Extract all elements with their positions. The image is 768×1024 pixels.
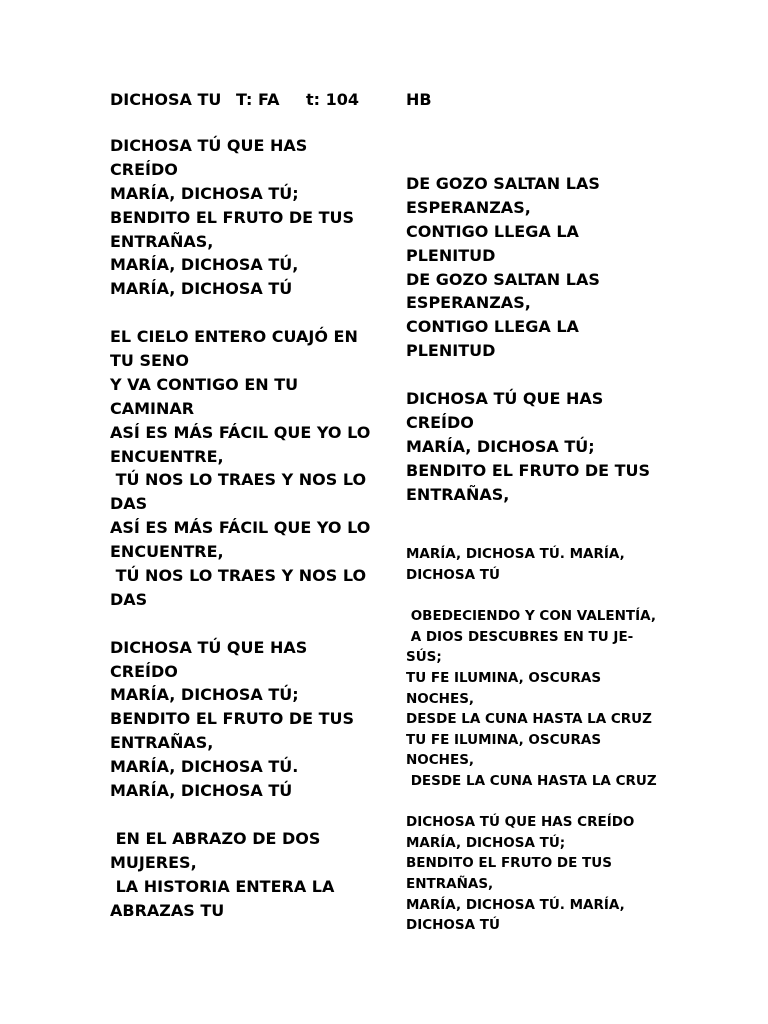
lyric-left-line: DICHOSA TÚ QUE HAS — [110, 637, 308, 657]
song-title: DICHOSA TU — [110, 90, 222, 109]
lyric-left-line: MUJERES, — [110, 852, 197, 872]
lyric-left-line: MARÍA, DICHOSA TÚ — [110, 279, 293, 299]
lyrics-right-column — [406, 134, 696, 974]
lyric-right-small-line: DESDE LA CUNA HASTA LA CRUZ — [406, 773, 657, 789]
stanza-break — [406, 792, 696, 813]
lyric-left-line: TÚ NOS LO TRAES Y NOS LO — [110, 566, 367, 586]
stanza-break — [110, 301, 400, 325]
song-tempo: t: 104 — [306, 90, 360, 109]
lyric-right-line: BENDITO EL FRUTO DE TUS — [406, 460, 651, 480]
lyric-right-small-line: TU FE ILUMINA, OSCURAS — [406, 731, 602, 748]
lyric-right-small-line: MARÍA, DICHOSA TÚ. MARÍA, — [406, 546, 625, 563]
lyric-left-line: ENTRAÑAS, — [110, 231, 214, 251]
lyric-right-line: ESPERANZAS, — [406, 293, 531, 313]
lyric-left-line: DAS — [110, 494, 148, 514]
lyric-left-line: CREÍDO — [110, 159, 178, 179]
lyric-left-line: DAS — [110, 589, 148, 609]
lyric-right-small-line: SÚS; — [406, 649, 442, 666]
stanza-break — [110, 612, 400, 636]
lyric-left-line: MARÍA, DICHOSA TÚ; — [110, 183, 299, 203]
lyric-left-line: MARÍA, DICHOSA TÚ. — [110, 757, 299, 777]
song-code: HB — [406, 90, 432, 109]
lyric-left-line: ASÍ ES MÁS FÁCIL QUE YO LO — [110, 422, 371, 442]
lyric-left-line: MARÍA, DICHOSA TÚ — [110, 781, 293, 801]
lyric-right-small-line: OBEDECIENDO Y CON VALENTÍA, — [406, 608, 656, 625]
lyric-left-line: CREÍDO — [110, 661, 178, 681]
lyric-left-line: EN EL ABRAZO DE DOS — [110, 828, 321, 848]
lyric-right-small-line: TU FE ILUMINA, OSCURAS — [406, 670, 602, 687]
lyric-right-small-line: DICHOSA TÚ — [406, 567, 500, 584]
lyric-left-line: ENCUENTRE, — [110, 542, 224, 562]
lyric-right-small-line: MARÍA, DICHOSA TÚ; — [406, 834, 566, 851]
lyric-right-line: ENTRAÑAS, — [406, 484, 510, 504]
lyric-right-line: PLENITUD — [406, 341, 496, 361]
lyric-right-small-line: DESDE LA CUNA HASTA LA CRUZ — [406, 711, 652, 728]
lyric-right-small-line: ENTRAÑAS, — [406, 875, 494, 892]
lyric-left-line: ENCUENTRE, — [110, 446, 224, 466]
stanza-break — [406, 363, 696, 387]
lyric-right-line: DICHOSA TÚ QUE HAS — [406, 389, 604, 409]
lyrics-right-large-block — [406, 172, 696, 506]
stanza-break — [110, 803, 400, 827]
lyric-left-line: ABRAZAS TU — [110, 900, 225, 920]
lyric-left-line: Y VA CONTIGO EN TU — [110, 374, 299, 394]
lyric-left-line: MARÍA, DICHOSA TÚ, — [110, 255, 299, 275]
lyrics-left-column — [110, 134, 400, 922]
lyric-right-line: DE GOZO SALTAN LAS — [406, 174, 600, 193]
lyric-right-line: CONTIGO LLEGA LA — [406, 221, 579, 241]
lyric-right-line: MARÍA, DICHOSA TÚ; — [406, 436, 595, 456]
lyric-right-small-line: DICHOSA TÚ QUE HAS CREÍDO — [406, 814, 635, 831]
lyric-right-small-line: BENDITO EL FRUTO DE TUS — [406, 855, 612, 872]
lyric-right-small-line: MARÍA, DICHOSA TÚ. MARÍA, — [406, 896, 625, 913]
stanza-break — [406, 586, 696, 607]
lyric-left-line: MARÍA, DICHOSA TÚ; — [110, 685, 299, 705]
lyric-right-small-line: NOCHES, — [406, 690, 475, 707]
lyric-left-line: ENTRAÑAS, — [110, 733, 214, 753]
lyric-left-line: ASÍ ES MÁS FÁCIL QUE YO LO — [110, 518, 371, 538]
song-header — [110, 88, 670, 112]
lyric-right-line: ESPERANZAS, — [406, 197, 531, 217]
lyric-right-line: PLENITUD — [406, 245, 496, 265]
lyric-left-line: TÚ NOS LO TRAES Y NOS LO — [110, 470, 367, 490]
lyric-left-line: DICHOSA TÚ QUE HAS — [110, 136, 308, 155]
lyric-left-line: BENDITO EL FRUTO DE TUS — [110, 207, 355, 227]
lyric-right-line: CONTIGO LLEGA LA — [406, 317, 579, 337]
lyric-right-line: CREÍDO — [406, 412, 474, 432]
lyric-right-small-line: NOCHES, — [406, 752, 475, 769]
lyrics-right-small-block — [406, 544, 696, 935]
lyric-right-line: DE GOZO SALTAN LAS — [406, 269, 600, 289]
lyric-left-line: LA HISTORIA ENTERA LA — [110, 876, 335, 896]
lyric-left-line: BENDITO EL FRUTO DE TUS — [110, 709, 355, 729]
lyric-left-line: EL CIELO ENTERO CUAJÓ EN — [110, 327, 358, 347]
lyric-left-line: CAMINAR — [110, 398, 195, 418]
lyric-left-line: TU SENO — [110, 351, 189, 371]
song-tone: T: FA — [236, 90, 280, 109]
lyric-right-small-line: A DIOS DESCUBRES EN TU JE- — [406, 628, 634, 645]
lyric-right-small-line: DICHOSA TÚ — [406, 917, 500, 934]
